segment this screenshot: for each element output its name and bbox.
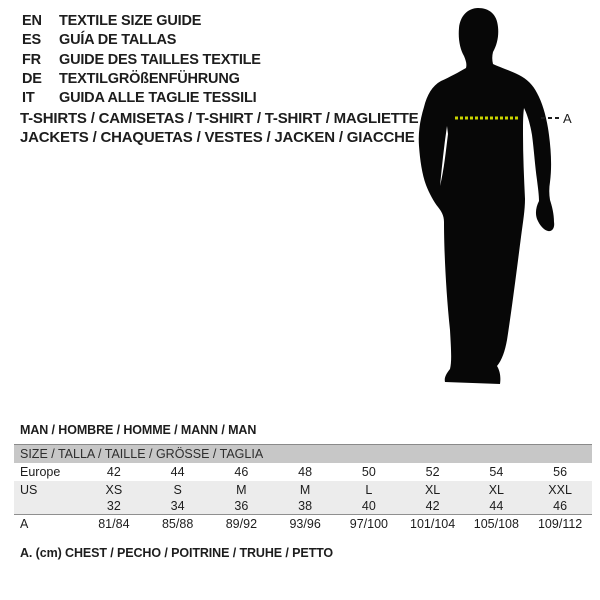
table-cell: 44 [170,465,185,479]
table-cell: 93/96 [289,517,321,531]
table-cell: 46 [234,465,249,479]
chest-measure-label: A [563,111,572,126]
language-code: FR [22,51,41,68]
table-cell: 56 [553,465,568,479]
table-cell: S [173,482,182,497]
category-jackets: JACKETS / CHAQUETAS / VESTES / JACKEN / GIACCHE [20,128,415,146]
table-row-europe [14,463,592,481]
language-label: GUIDE DES TAILLES TEXTILE [59,51,261,68]
table-cell: 34 [170,499,185,513]
table-cell: XXL [548,482,572,497]
table-cell: 105/108 [473,517,519,531]
language-label: TEXTILGRÖßENFÜHRUNG [59,70,240,87]
category-tshirts: T-SHIRTS / CAMISETAS / T-SHIRT / T-SHIRT / MAGLIETTE [20,110,419,127]
table-cell: 109/112 [537,517,583,531]
language-code: EN [22,13,42,29]
language-label: GUIDA ALLE TAGLIE TESSILI [59,90,257,107]
table-cell: XL [424,482,441,497]
language-code: IT [22,90,35,107]
table-row-us-letters [14,481,592,498]
table-cell: 48 [298,465,313,479]
row-label: Europe [20,465,61,479]
table-cell: 101/104 [410,517,456,531]
language-code: ES [22,32,41,49]
table-cell: 46 [553,499,568,513]
table-cell: 52 [425,465,440,479]
table-cell: 50 [361,465,376,479]
row-label: A [20,517,29,531]
table-cell: 81/84 [98,517,130,531]
table-cell: M [299,482,311,497]
table-cell: 89/92 [225,517,258,531]
row-label: US [20,482,38,497]
table-cell: L [365,482,373,497]
table-cell: XS [105,482,123,497]
table-cell: 97/100 [349,517,388,531]
size-table-header-label: SIZE / TALLA / TAILLE / GRÖSSE / TAGLIA [20,447,264,461]
measurement-footnote: A. (cm) CHEST / PECHO / POITRINE / TRUHE / PETTO [20,546,334,560]
table-cell: 44 [489,499,504,513]
table-cell: M [236,482,247,497]
table-cell: 40 [361,499,376,513]
table-cell: 54 [489,465,504,479]
table-cell: 38 [298,499,313,513]
language-label: TEXTILE SIZE GUIDE [59,13,202,29]
table-row-us-numbers [14,498,592,514]
size-table-header [14,444,592,463]
language-code: DE [22,70,42,87]
table-cell: 36 [234,499,249,513]
man-silhouette [419,8,554,384]
language-label: GUÍA DE TALLAS [59,32,177,49]
table-cell: 42 [425,499,440,513]
table-cell: XL [488,482,505,497]
section-title: MAN / HOMBRE / HOMME / MANN / MAN [20,423,257,437]
table-row-chest-cm [14,514,592,533]
size-table [14,444,592,533]
table-cell: 85/88 [161,517,194,531]
table-cell: 42 [106,465,121,479]
table-cell: 32 [106,499,121,513]
